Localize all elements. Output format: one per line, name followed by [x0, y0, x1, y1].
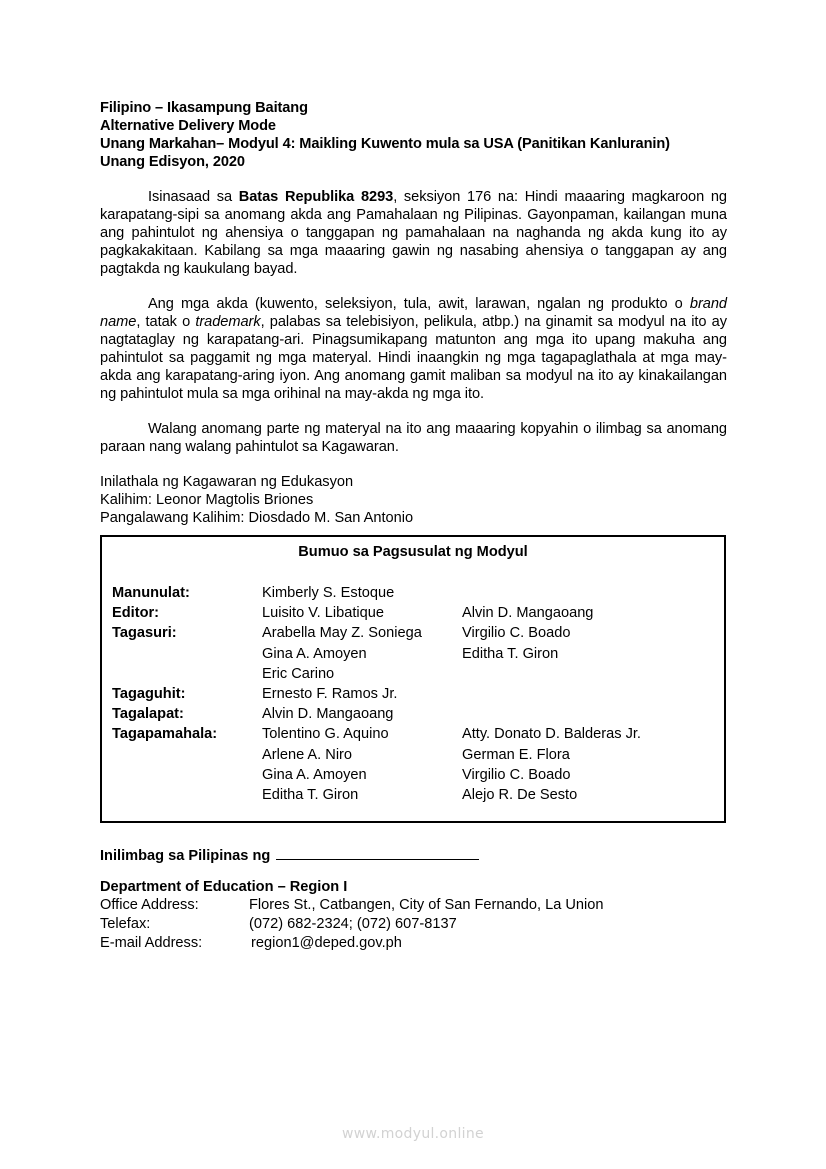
credits-row: [112, 603, 712, 623]
p3-text: Walang anomang parte ng materyal na ito ang maaaring kopyahin o ilimbag sa anomang paraan nang walang pahintulot sa Kagawaran.: [100, 421, 727, 455]
credits-row: [112, 644, 712, 664]
p2-text-b: , tatak o: [136, 314, 196, 330]
credits-name-2: Editha T. Giron: [462, 645, 559, 662]
credits-row: [112, 704, 712, 724]
credits-row: [112, 664, 712, 684]
credits-row: [112, 745, 712, 765]
credits-role: [112, 785, 262, 805]
p1-law-name: Batas Republika 8293: [238, 189, 394, 205]
printer-blank-line: [276, 845, 479, 860]
credits-name-2: Alvin D. Mangaoang: [462, 605, 594, 622]
contact-value: Flores St., Catbangen, City of San Fernando, La Union: [249, 897, 604, 913]
copyright-paragraph-1: [100, 188, 727, 278]
credits-name-2: Atty. Donato D. Balderas Jr.: [462, 726, 641, 743]
credits-role: [112, 664, 262, 684]
credits-name-1: Ernesto F. Ramos Jr.: [262, 685, 398, 702]
credits-role: Tagapamahala:: [112, 726, 218, 743]
printed-label: Inilimbag sa Pilipinas ng: [100, 848, 271, 864]
credits-name-1: Alvin D. Mangaoang: [262, 706, 394, 723]
credits-name-1: Tolentino G. Aquino: [262, 726, 389, 743]
credits-row: [112, 684, 712, 704]
p1-text-a: Isinasaad sa: [148, 189, 239, 205]
document-body: [100, 99, 727, 527]
header-mode: Alternative Delivery Mode: [100, 118, 276, 134]
credits-row: [112, 765, 712, 785]
credits-name-1: Arabella May Z. Soniega: [262, 625, 422, 642]
publisher-block: [100, 473, 727, 527]
contact-row-address: [100, 896, 604, 915]
contact-row-email: [100, 934, 604, 953]
copyright-paragraph-3: [100, 420, 727, 456]
watermark: www.modyul.online: [342, 1126, 484, 1142]
contact-row-telefax: [100, 915, 604, 934]
credits-name-1: Arlene A. Niro: [262, 746, 353, 763]
credits-row: [112, 623, 712, 643]
credits-name-2: [462, 583, 712, 603]
credits-row: [112, 724, 712, 744]
p2-italic-trademark: trademark: [195, 314, 261, 330]
deped-contact-block: [100, 878, 604, 953]
p2-text-c: , palabas sa telebisiyon, pelikula, atbp.) na ginamit sa modyul na ito ay nagtataglay ng karapatang-ari. Pinagsumikapang matunton ang mga ito upang makuha ang pahintulot sa paggamit ng mga materyal. Hindi inaangkin ng mga tagapaglathala at mga may-akda ang karapatang-aring iyon. Ang anomang gamit maliban sa modyul na ito ay kinakailangan ng pahintulot mula sa mga orihinal na may-akda ng mga ito.: [100, 314, 727, 402]
credits-name-1: Kimberly S. Estoque: [262, 585, 395, 601]
credits-role: Manunulat:: [112, 585, 190, 601]
credits-name-2: Virgilio C. Boado: [462, 625, 571, 642]
contact-value: (072) 682-2324; (072) 607-8137: [249, 916, 457, 932]
credits-name-2: German E. Flora: [462, 746, 570, 763]
header-module-title: Unang Markahan– Modyul 4: Maikling Kuwento mula sa USA (Panitikan Kanluranin): [100, 136, 670, 152]
credits-box: [100, 535, 726, 823]
credits-name-2: [462, 704, 712, 724]
credits-name-1: Eric Carino: [262, 665, 335, 682]
undersecretary-line: Pangalawang Kalihim: Diosdado M. San Antonio: [100, 510, 414, 526]
credits-role: [112, 644, 262, 664]
p1-text-b: , seksiyon 176 na: Hindi maaaring magkaroon ng karapatang-sipi sa anomang akda ang Pamahalaan ng Pilipinas. Gayonpaman, kailangan muna ang pahintulot ng ahensiya o tanggapan ng pamahalaan na naghanda ng akda kung ito ay pagkakakitaan. Kabilang sa mga maaaring gawin ng nasabing ahensiya o tanggapan ay ang pagtakda ng kaukulang bayad.: [100, 189, 727, 277]
credits-role: Tagasuri:: [112, 625, 177, 642]
credits-row: [112, 785, 712, 805]
copyright-paragraph-2: [100, 295, 727, 403]
header-subject: Filipino – Ikasampung Baitang: [100, 100, 308, 116]
contact-label: Telefax:: [100, 916, 151, 932]
credits-name-1: Gina A. Amoyen: [262, 766, 367, 783]
credits-row: [112, 583, 712, 603]
credits-name-1: Gina A. Amoyen: [262, 645, 367, 662]
contact-label: Office Address:: [100, 897, 199, 913]
credits-name-2: [462, 684, 712, 704]
credits-name-2: Alejo R. De Sesto: [462, 786, 578, 803]
contact-label: E-mail Address:: [100, 935, 203, 951]
credits-table: [112, 583, 712, 805]
deped-region-name: Department of Education – Region I: [100, 879, 348, 895]
printed-in-line: [100, 845, 479, 864]
contact-value: region1@deped.gov.ph: [251, 935, 402, 951]
p2-text-a: Ang mga akda (kuwento, seleksiyon, tula, awit, larawan, ngalan ng produkto o: [148, 296, 690, 312]
header-edition: Unang Edisyon, 2020: [100, 154, 245, 170]
credits-role: Editor:: [112, 605, 160, 622]
credits-role: [112, 765, 262, 785]
credits-role: [112, 745, 262, 765]
credits-role: Tagaguhit:: [112, 685, 186, 702]
credits-name-2: [462, 664, 712, 684]
p2-italic-brand-name: brand name: [100, 296, 727, 330]
credits-name-1: Editha T. Giron: [262, 786, 359, 803]
secretary-line: Kalihim: Leonor Magtolis Briones: [100, 492, 314, 508]
credits-name-1: Luisito V. Libatique: [262, 605, 384, 622]
header-block: [100, 99, 727, 171]
credits-title: Bumuo sa Pagsusulat ng Modyul: [298, 544, 528, 560]
credits-role: Tagalapat:: [112, 706, 184, 723]
publisher-line: Inilathala ng Kagawaran ng Edukasyon: [100, 474, 354, 490]
credits-name-2: Virgilio C. Boado: [462, 766, 571, 783]
